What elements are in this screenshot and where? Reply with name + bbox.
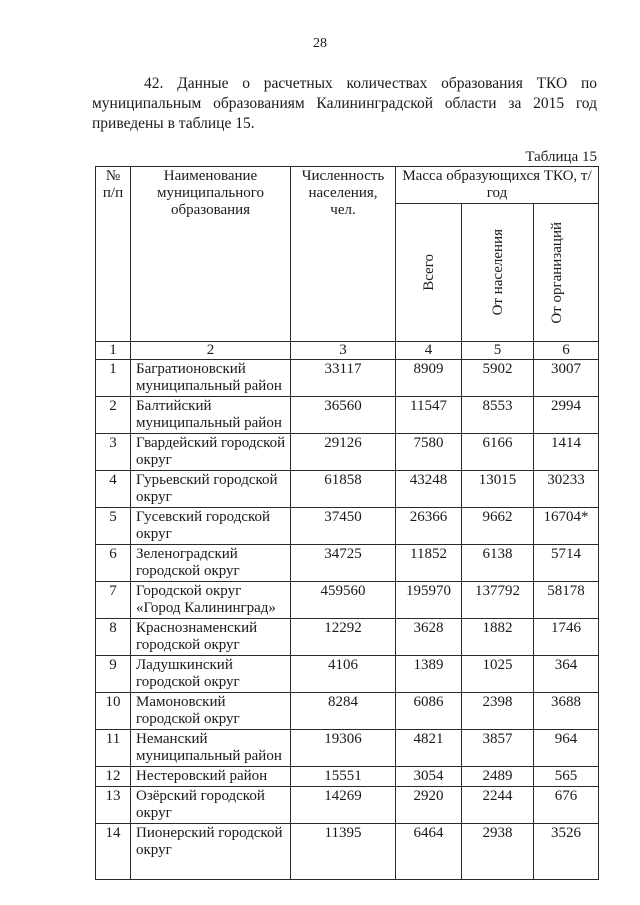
header-from-organizations: От организаций [549, 221, 565, 324]
row-name: Гвардейский городской округ [131, 434, 291, 471]
row-total: 3054 [396, 767, 462, 787]
row-total: 11547 [396, 397, 462, 434]
row-number: 7 [96, 582, 131, 619]
row-number: 13 [96, 787, 131, 824]
row-name: Ладушкинский городской округ [131, 656, 291, 693]
row-from-population: 3857 [462, 730, 534, 767]
column-number: 1 [96, 342, 131, 360]
column-number: 3 [291, 342, 396, 360]
row-total: 4821 [396, 730, 462, 767]
row-name: Багратионовский муниципальный район [131, 360, 291, 397]
row-from-organizations: 364 [534, 656, 599, 693]
column-number-row [96, 342, 599, 360]
row-from-organizations: 30233 [534, 471, 599, 508]
row-population: 36560 [291, 397, 396, 434]
header-from-organizations-cell [534, 204, 599, 342]
waste-table [95, 166, 599, 880]
row-total: 26366 [396, 508, 462, 545]
row-from-organizations: 16704* [534, 508, 599, 545]
row-population: 33117 [291, 360, 396, 397]
row-population: 459560 [291, 582, 396, 619]
header-number: № п/п [96, 167, 131, 342]
row-from-organizations: 3007 [534, 360, 599, 397]
column-number: 2 [131, 342, 291, 360]
row-number: 1 [96, 360, 131, 397]
table-row [96, 619, 599, 656]
row-total: 195970 [396, 582, 462, 619]
row-name: Гусевский городской округ [131, 508, 291, 545]
row-total: 7580 [396, 434, 462, 471]
row-from-organizations: 3688 [534, 693, 599, 730]
row-total: 11852 [396, 545, 462, 582]
row-name: Городской округ «Город Калининград» [131, 582, 291, 619]
row-population: 61858 [291, 471, 396, 508]
row-name: Зеленоградский городской округ [131, 545, 291, 582]
row-total: 2920 [396, 787, 462, 824]
row-total: 8909 [396, 360, 462, 397]
header-total: Всего [420, 254, 437, 291]
row-total: 43248 [396, 471, 462, 508]
table-row [96, 693, 599, 730]
column-number: 5 [462, 342, 534, 360]
row-from-organizations: 1414 [534, 434, 599, 471]
row-population: 29126 [291, 434, 396, 471]
row-name: Нестеровский район [131, 767, 291, 787]
row-number: 10 [96, 693, 131, 730]
intro-paragraph: 42. Данные о расчетных количествах образования ТКО по муниципальным образованиям Калининградской области за 2015 год приведены в таблице 15. [92, 75, 597, 132]
table-row [96, 767, 599, 787]
row-number: 4 [96, 471, 131, 508]
table-row [96, 397, 599, 434]
row-number: 2 [96, 397, 131, 434]
row-from-population: 9662 [462, 508, 534, 545]
row-from-organizations: 58178 [534, 582, 599, 619]
row-name: Неманский муниципальный район [131, 730, 291, 767]
table-row [96, 824, 599, 880]
table-row [96, 508, 599, 545]
row-from-organizations: 2994 [534, 397, 599, 434]
row-from-population: 2398 [462, 693, 534, 730]
header-name: Наименование муниципального образования [131, 167, 291, 342]
row-from-population: 8553 [462, 397, 534, 434]
row-population: 19306 [291, 730, 396, 767]
row-name: Озёрский городской округ [131, 787, 291, 824]
row-number: 14 [96, 824, 131, 880]
row-name: Пионерский городской округ [131, 824, 291, 880]
table-row [96, 730, 599, 767]
header-total-cell [396, 204, 462, 342]
table-row [96, 471, 599, 508]
header-mass: Масса образующихся ТКО, т/год [396, 167, 599, 204]
row-from-population: 5902 [462, 360, 534, 397]
row-from-organizations: 964 [534, 730, 599, 767]
table-row [96, 787, 599, 824]
row-from-population: 2938 [462, 824, 534, 880]
header-from-population: От населения [489, 229, 506, 316]
page-number: 28 [313, 36, 327, 51]
row-number: 3 [96, 434, 131, 471]
row-population: 11395 [291, 824, 396, 880]
row-from-organizations: 5714 [534, 545, 599, 582]
row-from-organizations: 676 [534, 787, 599, 824]
column-number: 4 [396, 342, 462, 360]
row-from-population: 6166 [462, 434, 534, 471]
header-from-population-cell [462, 204, 534, 342]
row-number: 11 [96, 730, 131, 767]
row-population: 8284 [291, 693, 396, 730]
table-row [96, 545, 599, 582]
table-row [96, 582, 599, 619]
row-population: 14269 [291, 787, 396, 824]
row-population: 4106 [291, 656, 396, 693]
row-from-population: 137792 [462, 582, 534, 619]
row-from-population: 2244 [462, 787, 534, 824]
row-number: 8 [96, 619, 131, 656]
row-from-population: 1882 [462, 619, 534, 656]
row-name: Гурьевский городской округ [131, 471, 291, 508]
row-name: Мамоновский городской округ [131, 693, 291, 730]
row-from-population: 1025 [462, 656, 534, 693]
row-total: 1389 [396, 656, 462, 693]
row-from-organizations: 565 [534, 767, 599, 787]
row-from-organizations: 3526 [534, 824, 599, 880]
row-name: Краснознаменский городской округ [131, 619, 291, 656]
row-from-population: 2489 [462, 767, 534, 787]
table-row [96, 656, 599, 693]
row-population: 12292 [291, 619, 396, 656]
row-total: 6464 [396, 824, 462, 880]
row-population: 15551 [291, 767, 396, 787]
row-total: 6086 [396, 693, 462, 730]
header-population: Численность населения, чел. [291, 167, 396, 342]
row-number: 9 [96, 656, 131, 693]
row-from-organizations: 1746 [534, 619, 599, 656]
row-number: 6 [96, 545, 131, 582]
row-total: 3628 [396, 619, 462, 656]
row-name: Балтийский муниципальный район [131, 397, 291, 434]
row-from-population: 13015 [462, 471, 534, 508]
table-caption: Таблица 15 [525, 149, 597, 165]
row-number: 5 [96, 508, 131, 545]
row-from-population: 6138 [462, 545, 534, 582]
row-population: 37450 [291, 508, 396, 545]
table-row [96, 360, 599, 397]
row-population: 34725 [291, 545, 396, 582]
column-number: 6 [534, 342, 599, 360]
table-row [96, 434, 599, 471]
row-number: 12 [96, 767, 131, 787]
